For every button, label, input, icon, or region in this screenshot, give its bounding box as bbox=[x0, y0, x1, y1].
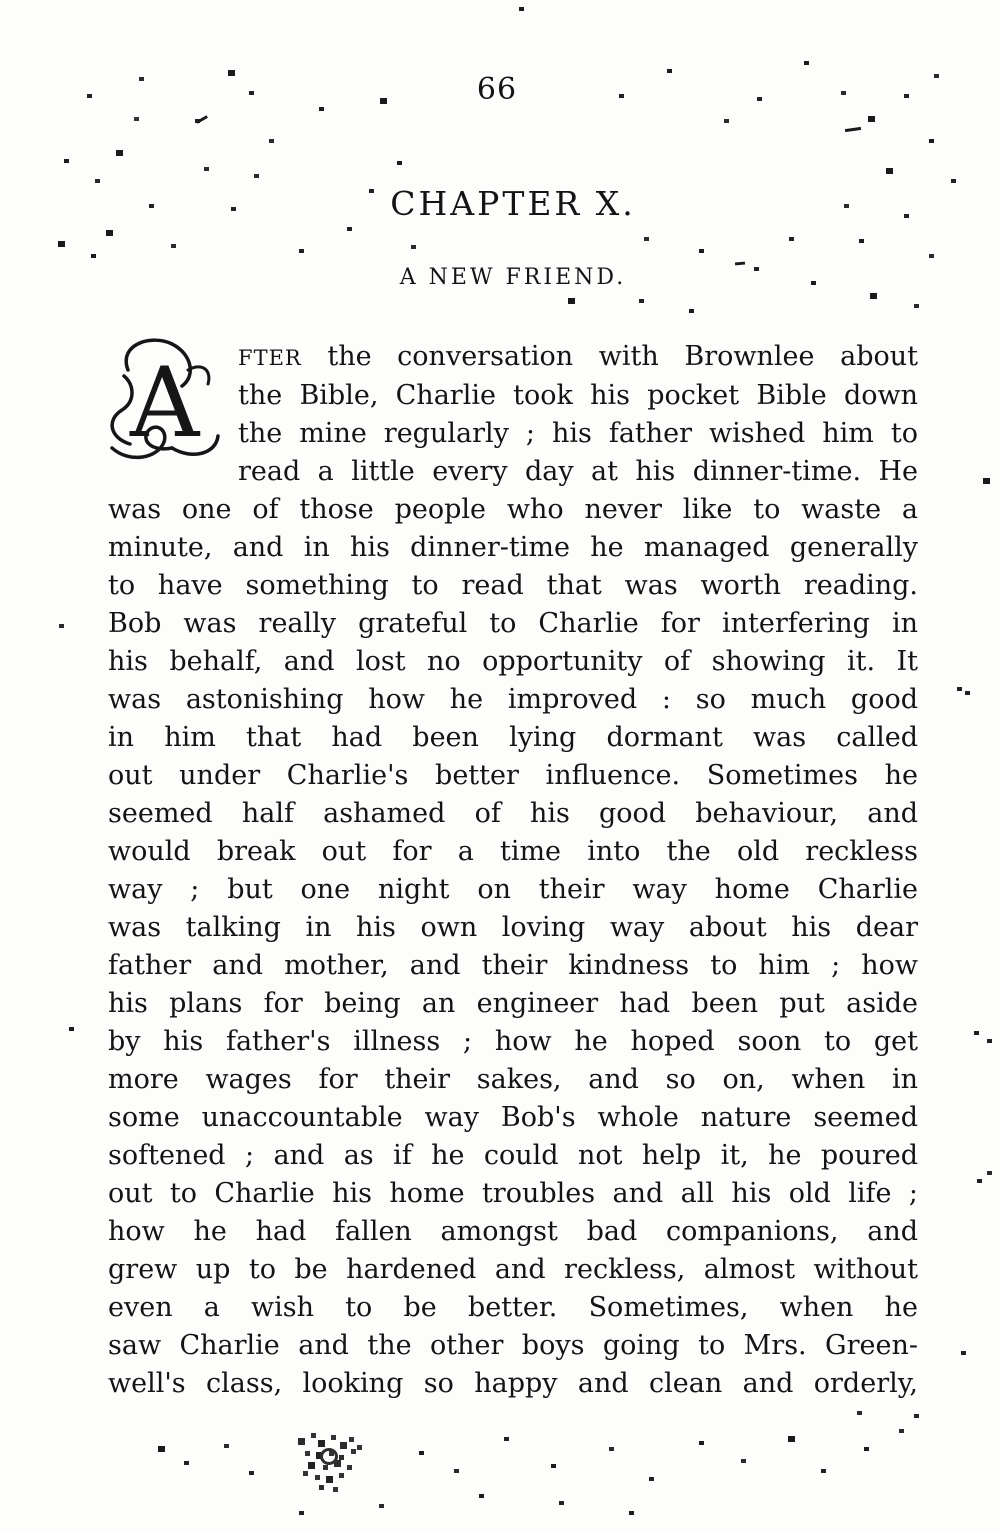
text-line: saw Charlie and the other boys going to Mrs. Green- bbox=[108, 1330, 918, 1361]
text-line: the Bible, Charlie took his pocket Bible down bbox=[238, 380, 918, 411]
text-line: how he had fallen amongst bad companions, and bbox=[108, 1216, 918, 1247]
text-line: was astonishing how he improved : so much good bbox=[108, 684, 918, 715]
text-line: the mine regularly ; his father wished him to bbox=[238, 418, 918, 449]
text-line: even a wish to be better. Sometimes, when he bbox=[108, 1292, 918, 1323]
text-line: in him that had been lying dormant was called bbox=[108, 722, 918, 753]
chapter-subtitle: A NEW FRIEND. bbox=[399, 265, 627, 290]
page-content bbox=[0, 72, 1000, 1403]
text-lines bbox=[108, 377, 918, 1403]
text-line: some unaccountable way Bob's whole nature seemed bbox=[108, 1102, 918, 1133]
chapter-heading: CHAPTER X. bbox=[390, 184, 636, 223]
svg-text:A: A bbox=[130, 347, 200, 459]
text-line: read a little every day at his dinner-time. He bbox=[238, 456, 918, 487]
text-line: more wages for their sakes, and so on, when in bbox=[108, 1064, 918, 1095]
first-line-rest: the conversation with Brownlee about bbox=[327, 341, 918, 372]
text-line: out to Charlie his home troubles and all his old life ; bbox=[108, 1178, 918, 1209]
text-line: Bob was really grateful to Charlie for interfering in bbox=[108, 608, 918, 639]
text-line: his plans for being an engineer had been put aside bbox=[108, 988, 918, 1019]
text-line: father and mother, and their kindness to him ; how bbox=[108, 950, 918, 981]
text-line: grew up to be hardened and reckless, almost without bbox=[108, 1254, 918, 1285]
text-line: was one of those people who never like to waste a bbox=[108, 494, 918, 525]
chapter-text bbox=[108, 338, 918, 1403]
text-line: seemed half ashamed of his good behaviour, and bbox=[108, 798, 918, 829]
text-line: to have something to read that was worth reading. bbox=[108, 570, 918, 601]
text-line: by his father's illness ; how he hoped soon to get bbox=[108, 1026, 918, 1057]
opening-word-smallcaps: FTER bbox=[238, 346, 302, 370]
text-line: his behalf, and lost no opportunity of showing it. It bbox=[108, 646, 918, 677]
scan-noise-bottom bbox=[0, 0, 3, 2]
ink-smudge bbox=[290, 1428, 293, 1431]
text-line: way ; but one night on their way home Charlie bbox=[108, 874, 918, 905]
drop-cap-initial-icon bbox=[100, 340, 232, 459]
ink-smudge-ring bbox=[320, 1448, 338, 1465]
text-line: minute, and in his dinner-time he managed generally bbox=[108, 532, 918, 563]
text-line: softened ; and as if he could not help it, he poured bbox=[108, 1140, 918, 1171]
page-number: 66 bbox=[476, 72, 518, 107]
text-line: would break out for a time into the old reckless bbox=[108, 836, 918, 867]
text-line: was talking in his own loving way about his dear bbox=[108, 912, 918, 943]
text-line: out under Charlie's better influence. Sometimes he bbox=[108, 760, 918, 791]
text-line: well's class, looking so happy and clean and orderly, bbox=[108, 1368, 918, 1399]
